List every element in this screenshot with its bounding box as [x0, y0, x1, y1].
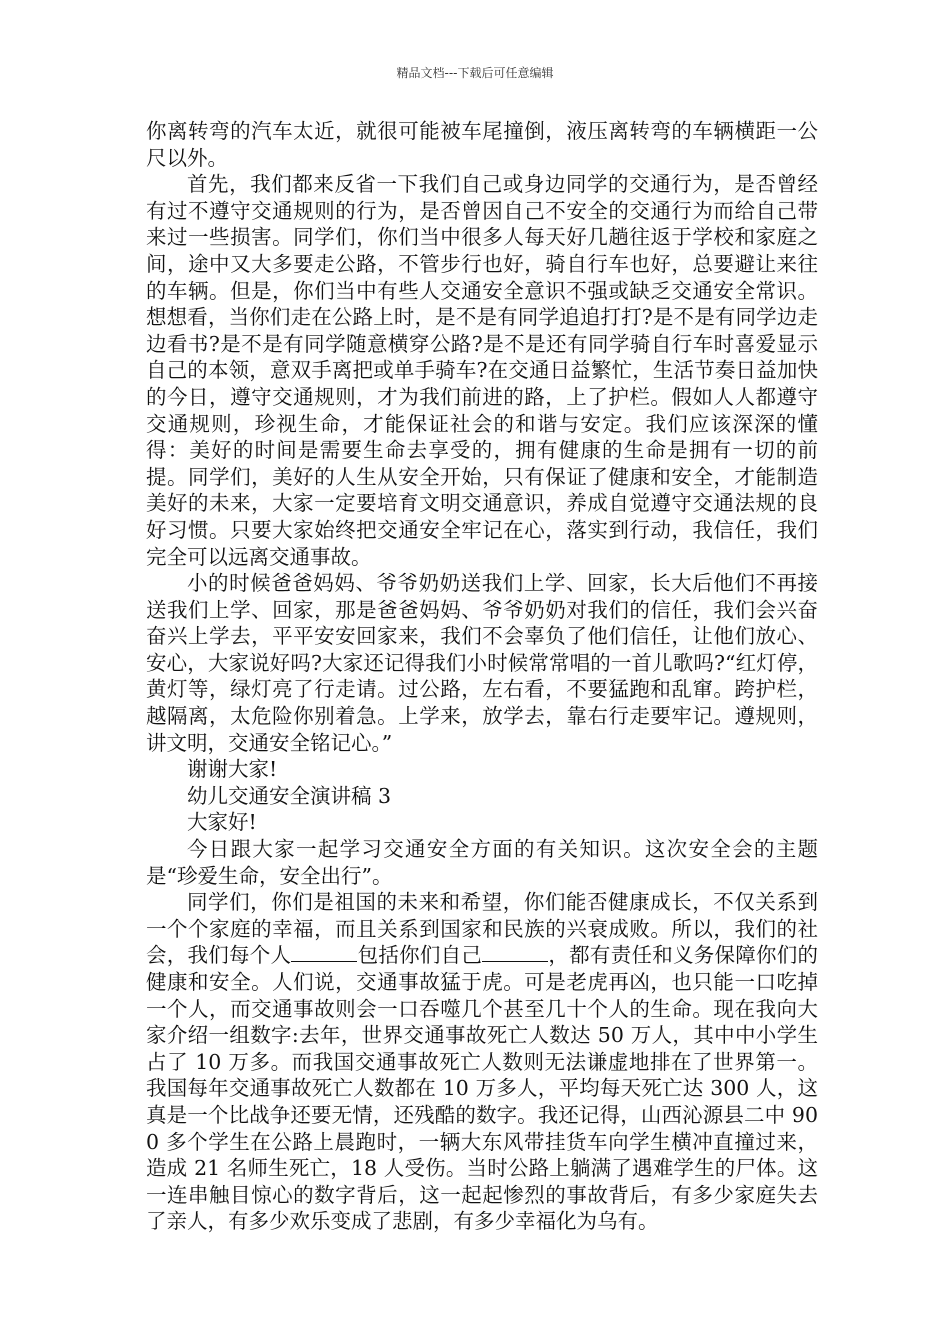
- paragraph-statistics: [146, 889, 818, 1235]
- fill-in-blank-1: [291, 943, 357, 962]
- paragraph-theme: 今日跟大家一起学习交通安全方面的有关知识。这次安全会的主题是“珍爱生命，安全出行”。: [146, 837, 818, 888]
- paragraph-greeting: 大家好!: [187, 810, 257, 835]
- statistics-text-part-3: ，都有责任和义务保障你们的健康和安全。人们说，交通事故猛于虎。可是老虎再凶，也只能一口吃掉一个人，而交通事故则会一口吞噬几个甚至几十个人的生命。现在我向大家介绍一组数字:去年，世界交通事故死亡人数达 50 万人，其中中小学生占了 10 万多。而我国交通事故死亡人数则无法谦虚地排在了世界第一。我国每年交通事故死亡人数都在 10 万多人，平均每天死亡达 300 人，这真是一个比战争还要无情，还残酷的数字。我还记得，山西沁源县二中 900 多个学生在公路上晨跑时，一辆大东风带挂货车向学生横冲直撞过来，造成 21 名师生死亡，18 人受伤。当时公路上躺满了遇难学生的尸体。这一连串触目惊心的数字背后，这一起起惨烈的事故背后，有多少家庭失去了亲人，有多少欢乐变成了悲剧，有多少幸福化为乌有。: [146, 943, 819, 1234]
- paragraph-self-reflection: 首先，我们都来反省一下我们自己或身边同学的交通行为，是否曾经有过不遵守交通规则的行为，是否曾因自己不安全的交通行为而给自己带来过一些损害。同学们，你们当中很多人每天好几趟往返于学校和家庭之间，途中又大多要走公路，不管步行也好，骑自行车也好，总要避让来往的车辆。但是，你们当中有些人交通安全意识不强或缺乏交通安全常识。想想看，当你们走在公路上时，是不是有同学追追打打?是不是有同学边走边看书?是不是有同学随意横穿公路?是不是还有同学骑自行车时喜爱显示自己的本领，意双手离把或单手骑车?在交通日益繁忙，生活节奏日益加快的今日，遵守交通规则，才为我们前进的路，上了护栏。假如人人都遵守交通规则，珍视生命，才能保证社会的和谐与安定。我们应该深深的懂得：美好的时间是需要生命去享受的，拥有健康的生命是拥有一切的前提。同学们，美好的人生从安全开始，只有保证了健康和安全，才能制造美好的未来，大家一定要培育文明交通意识，养成自觉遵守交通法规的良好习惯。只要大家始终把交通安全牢记在心，落实到行动，我信任，我们完全可以远离交通事故。: [146, 172, 818, 569]
- statistics-text-part-2: 包括你们自己: [357, 943, 483, 968]
- section-title: 幼儿交通安全演讲稿 3: [187, 783, 392, 808]
- page-header: 精品文档---下载后可任意编辑: [396, 66, 554, 80]
- paragraph-thanks: 谢谢大家!: [187, 757, 278, 782]
- statistics-text-part-1: 同学们，你们是祖国的未来和希望，你们能否健康成长，不仅关系到一个个家庭的幸福，而且关系到国家和民族的兴衰成败。所以，我们的社会，我们每个人: [146, 890, 818, 968]
- paragraph-childhood-song: 小的时候爸爸妈妈、爷爷奶奶送我们上学、回家，长大后他们不再接送我们上学、回家，那是爸爸妈妈、爷爷奶奶对我们的信任，我们会兴奋奋兴上学去，平平安安回家来，我们不会辜负了他们信任，让他们放心、安心，大家说好吗?大家还记得我们小时候常常唱的一首儿歌吗?“红灯停，黄灯等，绿灯亮了行走请。过公路，左右看，不要猛跑和乱窜。跨护栏，越隔离，太危险你别着急。上学来，放学去，靠右行走要牢记。遵规则，讲文明，交通安全铭记心。”: [146, 571, 818, 755]
- paragraph-continuation: 你离转弯的汽车太近，就很可能被车尾撞倒，液压离转弯的车辆横距一公尺以外。: [146, 119, 818, 170]
- document-body: [146, 118, 818, 1235]
- fill-in-blank-2: [482, 943, 548, 962]
